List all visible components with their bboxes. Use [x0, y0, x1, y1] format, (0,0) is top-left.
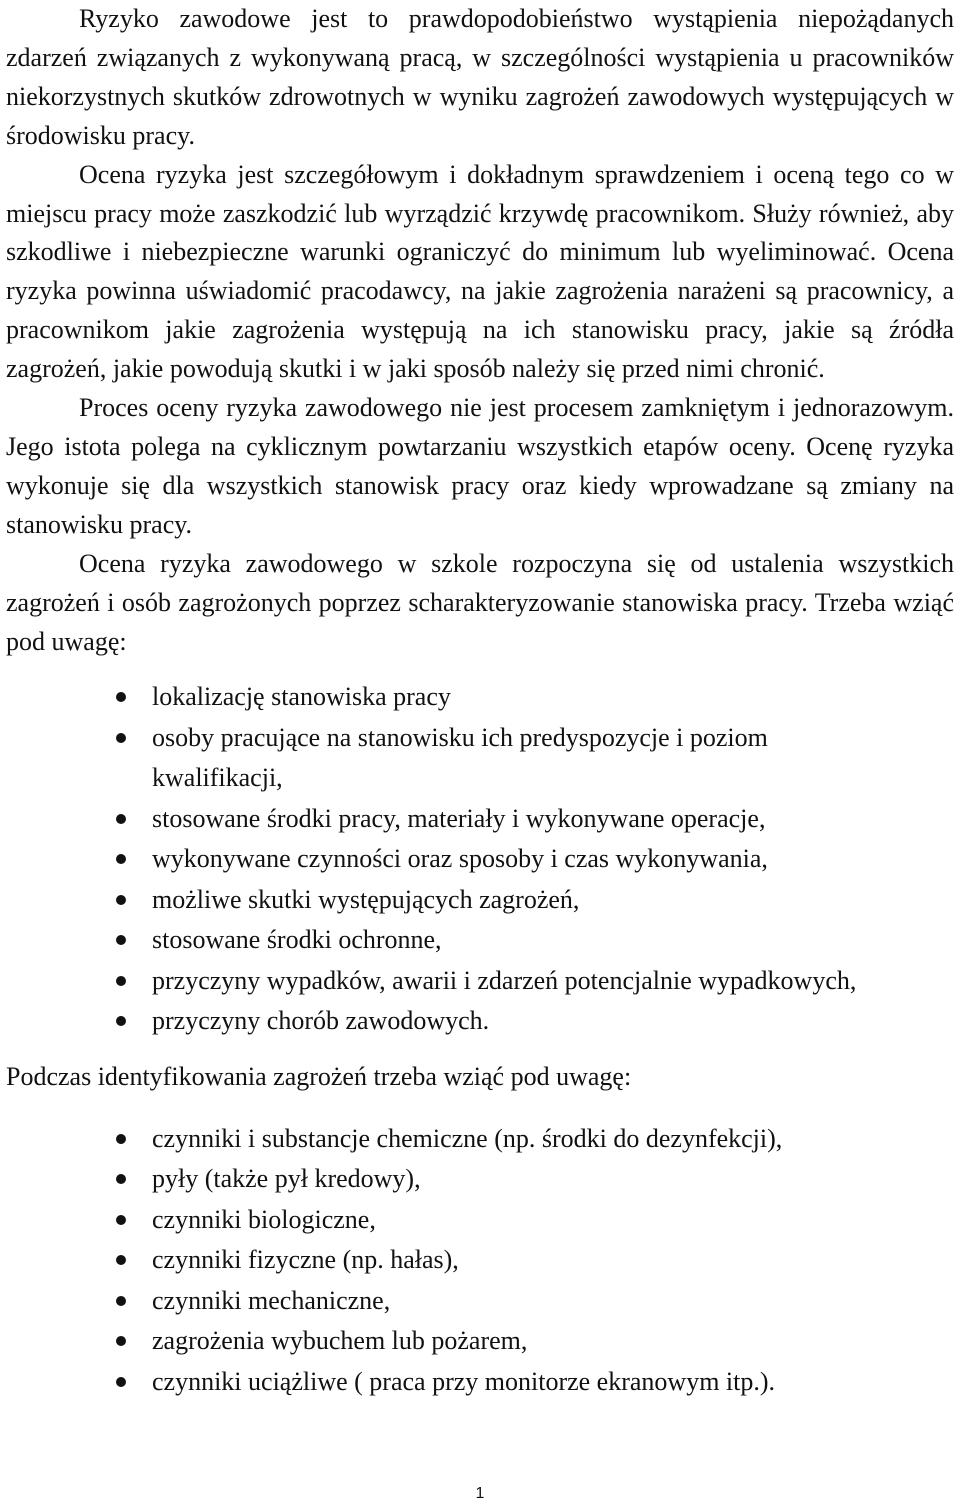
bullet-icon: [116, 1134, 126, 1144]
paragraph-assessment-process: Proces oceny ryzyka zawodowego nie jest procesem zamkniętym i jednorazowym. Jego istota polega na cyklicznym powtarzaniu wszystkich etapów oceny. Ocenę ryzyka wykonuje się dla wszystkich stanowisk pracy oraz kiedy wprowadzane są zmiany na stanowisku pracy.: [6, 393, 954, 539]
considerations-list: [6, 677, 954, 1042]
bullet-icon: [116, 895, 126, 905]
list-item: wykonywane czynności oraz sposoby i czas wykonywania,: [6, 839, 954, 880]
paragraph-risk-definition: Ryzyko zawodowe jest to prawdopodobieństwo wystąpienia niepożądanych zdarzeń związanych z wykonywaną pracą, w szczególności wystąpienia u pracowników niekorzystnych skutków zdrowotnych w wyniku zagrożeń zawodowych występujących w środowisku pracy.: [6, 4, 954, 150]
list-item: pyły (także pył kredowy),: [6, 1159, 954, 1200]
list-item: stosowane środki ochronne,: [6, 920, 954, 961]
page-number: 1: [475, 1485, 485, 1502]
bullet-icon: [116, 814, 126, 824]
bullet-icon: [116, 1336, 126, 1346]
hazard-factors-list: [6, 1119, 954, 1403]
bullet-icon: [116, 1174, 126, 1184]
bullet-icon: [116, 1255, 126, 1265]
list-item: czynniki uciążliwe ( praca przy monitorze ekranowym itp.).: [6, 1362, 954, 1403]
bullet-icon: [116, 1215, 126, 1225]
list-item: zagrożenia wybuchem lub pożarem,: [6, 1321, 954, 1362]
document-page: [6, 0, 954, 1402]
paragraph-hazard-identification: Podczas identyfikowania zagrożeń trzeba wziąć pod uwagę:: [6, 1061, 632, 1091]
bullet-icon: [116, 1296, 126, 1306]
bullet-icon: [116, 1377, 126, 1387]
list-item: przyczyny chorób zawodowych.: [6, 1001, 954, 1042]
paragraph-school-assessment: Ocena ryzyka zawodowego w szkole rozpoczyna się od ustalenia wszystkich zagrożeń i osób zagrożonych poprzez scharakteryzowanie stanowiska pracy. Trzeba wziąć pod uwagę:: [6, 548, 954, 656]
list-item: czynniki fizyczne (np. hałas),: [6, 1240, 954, 1281]
bullet-icon: [116, 935, 126, 945]
bullet-icon: [116, 976, 126, 986]
bullet-icon: [116, 1016, 126, 1026]
list-item: czynniki mechaniczne,: [6, 1281, 954, 1322]
list-item: czynniki biologiczne,: [6, 1200, 954, 1241]
list-item: stosowane środki pracy, materiały i wykonywane operacje,: [6, 799, 954, 840]
bullet-icon: [116, 733, 126, 743]
list-item: przyczyny wypadków, awarii i zdarzeń potencjalnie wypadkowych,: [6, 961, 954, 1002]
bullet-icon: [116, 854, 126, 864]
paragraph-risk-assessment: Ocena ryzyka jest szczegółowym i dokładnym sprawdzeniem i oceną tego co w miejscu pracy może zaszkodzić lub wyrządzić krzywdę pracownikom. Służy również, aby szkodliwe i niebezpieczne warunki ograniczyć do minimum lub wyeliminować. Ocena ryzyka powinna uświadomić pracodawcy, na jakie zagrożenia narażeni są pracownicy, a pracownikom jakie zagrożenia występują na ich stanowisku pracy, jakie są źródła zagrożeń, jakie powodują skutki i w jaki sposób należy się przed nimi chronić.: [6, 159, 954, 384]
list-item: osoby pracujące na stanowisku ich predyspozycje i poziom kwalifikacji,: [6, 718, 954, 799]
list-item: lokalizację stanowiska pracy: [6, 677, 954, 718]
list-item: możliwe skutki występujących zagrożeń,: [6, 880, 954, 921]
list-item: czynniki i substancje chemiczne (np. środki do dezynfekcji),: [6, 1119, 954, 1160]
bullet-icon: [116, 692, 126, 702]
